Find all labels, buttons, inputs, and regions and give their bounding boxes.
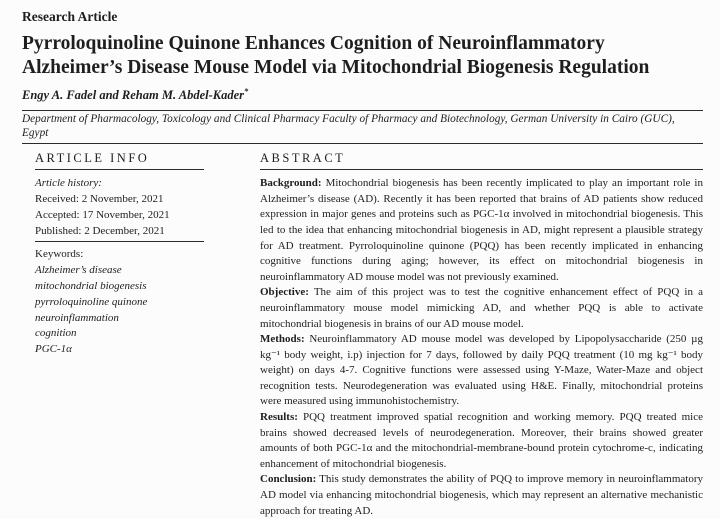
- abstract-section-methods: [260, 332, 703, 410]
- abstract-section-background: [260, 176, 703, 285]
- keyword-item: neuroinflammation: [35, 311, 119, 324]
- abstract-section-label: Objective:: [260, 286, 309, 299]
- abstract-section-text: Mitochondrial biogenesis has been recently implicated to play an important role in Alzheimer’s disease (AD). Recently it has been reported that brains of AD patients show reduced expression in major genes and proteins such as PGC-1α involved in mitochondrial biogenesis. This led to the idea that enhancing mitochondrial biogenesis in AD, might represent a plausible strategy for AD treatment. Pyrroloquinoline quinone (PQQ) has been recently implicated in enhancing cognitive functions during aging; however, its effect on mitochondrial biogenesis in neuroinflammatory AD mouse model was not previously examined.: [260, 177, 703, 283]
- abstract-section-conclusion: [260, 472, 703, 519]
- keyword-item: Alzheimer’s disease: [35, 264, 122, 277]
- authors-line: [22, 84, 703, 103]
- abstract-section-text: Neuroinflammatory AD mouse model was developed by Lipopolysaccharide (250 µg kg⁻¹ body weight, i.p) injection for 7 days, followed by daily PQQ treatment (10 mg kg⁻¹ body weight) on days 4-7. Cognitive functions were assessed using Y-Maze, Water-Maze and object recognition tests. Neurodegeneration was evaluated using H&E. Finally, mitochondrial proteins were measured using immunohistochemistry.: [260, 333, 703, 408]
- keyword-item: cognition: [35, 327, 77, 340]
- article-category: Research Article: [22, 9, 118, 24]
- keyword-item: PGC-1α: [35, 343, 72, 356]
- abstract-section-label: Results:: [260, 411, 298, 424]
- article-info-heading: ARTICLE INFO: [35, 151, 150, 166]
- author-names: Engy A. Fadel and Reham M. Abdel-Kader: [22, 88, 245, 103]
- corresponding-author-marker: *: [244, 86, 249, 96]
- article-info-rule: [35, 169, 204, 170]
- page-title: Pyrroloquinoline Quinone Enhances Cognition of Neuroinflammatory Alzheimer’s Disease Mouse Model via Mitochondrial Biogenesis Regulation: [22, 33, 650, 78]
- abstract-section-label: Background:: [260, 177, 322, 190]
- abstract-section-label: Conclusion:: [260, 473, 317, 486]
- affiliation: Department of Pharmacology, Toxicology and Clinical Pharmacy Faculty of Pharmacy and Biotechnology, German University in Cairo (GUC), Egypt: [22, 110, 703, 144]
- article-history-label: Article history:: [35, 177, 102, 190]
- keyword-item: pyrroloquinoline quinone: [35, 295, 148, 308]
- history-item-received: Received: 2 November, 2021: [35, 192, 164, 205]
- abstract-section-label: Methods:: [260, 333, 305, 346]
- article-info-column: [35, 151, 204, 519]
- history-item-published: Published: 2 December, 2021: [35, 224, 165, 237]
- abstract-section-text: PQQ treatment improved spatial recognition and working memory. PQQ treated mice brains showed decreased levels of neurodegeneration. Moreover, their brains showed greater amounts of both PGC-1α and the mitochondrial-membrane-bound protein cytochrome-c, indicating enhancement of mitochondrial biogenesis.: [260, 411, 704, 470]
- abstract-rule: [260, 169, 703, 170]
- abstract-section-text: The aim of this project was to test the cognitive enhancement effect of PQQ in a neuroinflammatory mouse model mimicking AD, and whether PQQ is able to activate mitochondrial biogenesis in brains of our AD mouse model.: [260, 286, 703, 330]
- abstract-column: [260, 151, 703, 519]
- keyword-item: mitochondrial biogenesis: [35, 279, 147, 292]
- abstract-section-objective: [260, 285, 703, 332]
- history-item-accepted: Accepted: 17 November, 2021: [35, 208, 170, 221]
- two-column-layout: [22, 151, 703, 519]
- abstract-heading: ABSTRACT: [260, 151, 346, 166]
- history-divider-rule: [35, 241, 204, 242]
- abstract-section-results: [260, 410, 703, 472]
- abstract-section-text: This study demonstrates the ability of PQQ to improve memory in neuroinflammatory AD model via enhancing mitochondrial biogenesis, which may represent an alternative mechanistic approach for treating AD.: [260, 473, 703, 517]
- keywords-label: Keywords:: [35, 248, 84, 261]
